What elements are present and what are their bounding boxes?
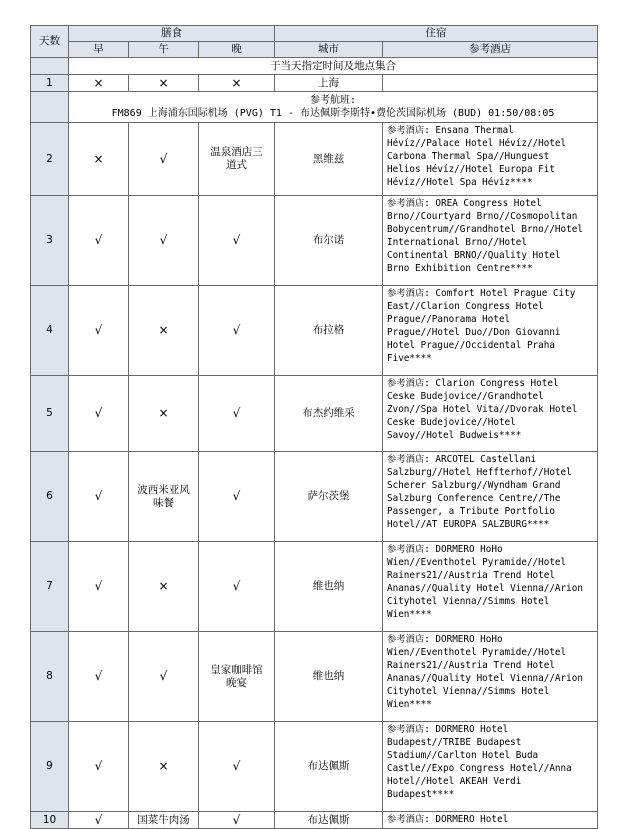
header-breakfast: 早 — [69, 42, 129, 58]
breakfast-cell: × — [69, 123, 129, 196]
dinner-cell: × — [199, 75, 275, 92]
dinner-cell: 温泉酒店三 道式 — [199, 123, 275, 196]
hotel-cell: 参考酒店: DORMERO HoHo Wien//Eventhotel Pyramide//Hotel Rainers21//Austria Trend Hotel Ananas//Quality Hotel Vienna//Arion Cityhotel Vienna//Simms Hotel Wien**** — [383, 632, 598, 722]
city-cell: 布杰约维采 — [275, 376, 383, 452]
table-row — [31, 286, 598, 376]
breakfast-cell: √ — [69, 542, 129, 632]
lunch-cell: √ — [129, 123, 199, 196]
table-row — [31, 812, 598, 829]
breakfast-cell: √ — [69, 376, 129, 452]
header-day: 天数 — [31, 26, 69, 58]
header-lodging: 住宿 — [275, 26, 598, 42]
dinner-cell: √ — [199, 722, 275, 812]
dinner-cell: √ — [199, 452, 275, 542]
day-number: 10 — [31, 812, 69, 829]
lunch-cell: 波西米亚风 味餐 — [129, 452, 199, 542]
table-row — [31, 376, 598, 452]
breakfast-cell: √ — [69, 722, 129, 812]
lunch-cell: 国菜牛肉汤 — [129, 812, 199, 829]
day-number: 1 — [31, 75, 69, 92]
city-cell: 上海 — [275, 75, 383, 92]
city-cell: 萨尔茨堡 — [275, 452, 383, 542]
day-number: 3 — [31, 196, 69, 286]
hotel-cell: 参考酒店: DORMERO HoHo Wien//Eventhotel Pyramide//Hotel Rainers21//Austria Trend Hotel Ananas//Quality Hotel Vienna//Arion Cityhotel Vienna//Simms Hotel Wien**** — [383, 542, 598, 632]
lunch-cell: √ — [129, 196, 199, 286]
hotel-cell: 参考酒店: OREA Congress Hotel Brno//Courtyard Brno//Cosmopolitan Bobycentrum//Grandhotel Brno//Hotel International Brno//Hotel Continental BRNO//Quality Hotel Brno Exhibition Centre**** — [383, 196, 598, 286]
table-row — [31, 75, 598, 92]
day-number: 8 — [31, 632, 69, 722]
city-cell: 黑维兹 — [275, 123, 383, 196]
header-lunch: 午 — [129, 42, 199, 58]
dinner-cell: √ — [199, 196, 275, 286]
dinner-cell: √ — [199, 286, 275, 376]
table-row — [31, 632, 598, 722]
itinerary-table — [30, 25, 598, 829]
city-cell: 布达佩斯 — [275, 812, 383, 829]
flight-detail: FM869 上海浦东国际机场 (PVG) T1 - 布达佩斯李斯特•费伦茨国际机场 (BUD) 01:50/08:05 — [111, 108, 555, 119]
table-row — [31, 452, 598, 542]
day-number: 9 — [31, 722, 69, 812]
city-cell: 维也纳 — [275, 542, 383, 632]
breakfast-cell: √ — [69, 196, 129, 286]
hotel-cell: 参考酒店: Clarion Congress Hotel Ceske Budejovice//Grandhotel Zvon//Spa Hotel Vita//Dvorak Hotel Ceske Budejovice//Hotel Savoy//Hotel Budweis**** — [383, 376, 598, 452]
lunch-cell: × — [129, 542, 199, 632]
breakfast-cell: √ — [69, 286, 129, 376]
hotel-cell: 参考酒店: Ensana Thermal Hévíz//Palace Hotel Hévíz//Hotel Carbona Thermal Spa//Hunguest Helios Hévíz//Hotel Europa Fit Hévíz//Hotel Spa Hévíz**** — [383, 123, 598, 196]
header-city: 城市 — [275, 42, 383, 58]
table-row — [31, 722, 598, 812]
hotel-cell: 参考酒店: DORMERO Hotel — [383, 812, 598, 829]
hotel-cell: 参考酒店: ARCOTEL Castellani Salzburg//Hotel Heffterhof//Hotel Scherer Salzburg//Wyndham Grand Salzburg Conference Centre//The Passenger, a Tribute Portfolio Hotel//AT EUROPA SALZBURG**** — [383, 452, 598, 542]
flight-label: 参考航班: — [309, 95, 357, 106]
day-number: 2 — [31, 123, 69, 196]
assembly-day-cell — [31, 58, 69, 75]
dinner-cell: 皇家咖啡馆 晚宴 — [199, 632, 275, 722]
flight-cell — [69, 92, 598, 123]
header-hotel: 参考酒店 — [383, 42, 598, 58]
dinner-cell: √ — [199, 376, 275, 452]
flight-row — [31, 92, 598, 123]
city-cell: 布拉格 — [275, 286, 383, 376]
city-cell: 维也纳 — [275, 632, 383, 722]
lunch-cell: × — [129, 722, 199, 812]
lunch-cell: √ — [129, 632, 199, 722]
breakfast-cell: √ — [69, 632, 129, 722]
header-row-1 — [31, 26, 598, 42]
lunch-cell: × — [129, 376, 199, 452]
hotel-cell — [383, 75, 598, 92]
dinner-cell: √ — [199, 812, 275, 829]
breakfast-cell: × — [69, 75, 129, 92]
city-cell: 布达佩斯 — [275, 722, 383, 812]
dinner-cell: √ — [199, 542, 275, 632]
table-row — [31, 542, 598, 632]
hotel-cell: 参考酒店: Comfort Hotel Prague City East//Clarion Congress Hotel Prague//Panorama Hotel Prague//Hotel Duo//Don Giovanni Hotel Prague//Occidental Praha Five**** — [383, 286, 598, 376]
assembly-row — [31, 58, 598, 75]
city-cell: 布尔诺 — [275, 196, 383, 286]
day-number: 6 — [31, 452, 69, 542]
breakfast-cell: √ — [69, 452, 129, 542]
flight-day-cell — [31, 92, 69, 123]
lunch-cell: × — [129, 75, 199, 92]
assembly-note: 于当天指定时间及地点集合 — [69, 58, 598, 75]
table-row — [31, 196, 598, 286]
header-row-2 — [31, 42, 598, 58]
day-number: 7 — [31, 542, 69, 632]
hotel-cell: 参考酒店: DORMERO Hotel Budapest//TRIBE Budapest Stadium//Carlton Hotel Buda Castle//Expo Congress Hotel//Anna Hotel//Hotel AKEAH Verdi Budapest**** — [383, 722, 598, 812]
header-meals: 膳食 — [69, 26, 275, 42]
day-number: 4 — [31, 286, 69, 376]
table-row — [31, 123, 598, 196]
header-dinner: 晚 — [199, 42, 275, 58]
day-number: 5 — [31, 376, 69, 452]
breakfast-cell: √ — [69, 812, 129, 829]
lunch-cell: × — [129, 286, 199, 376]
